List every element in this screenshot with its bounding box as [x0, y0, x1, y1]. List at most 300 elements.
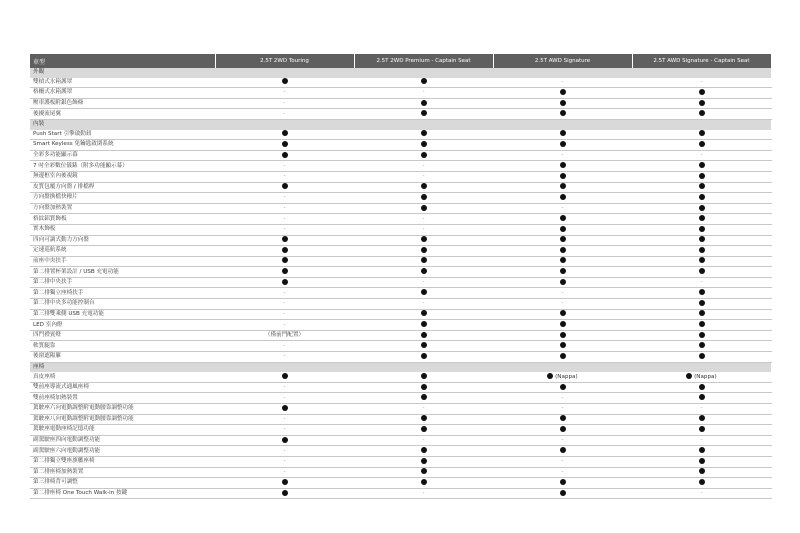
feature-cell: [354, 214, 493, 225]
feature-cell: [215, 130, 354, 140]
table-row: [30, 214, 771, 225]
not-available-mark: -: [561, 394, 564, 401]
feature-cell: [493, 256, 632, 267]
feature-label: 後窗遮陽簾: [30, 352, 215, 363]
cell-note: (Nappa): [692, 373, 717, 380]
feature-cell: [632, 214, 771, 225]
feature-cell: [354, 171, 493, 182]
standard-dot-icon: [421, 236, 427, 242]
feature-cell: [632, 109, 771, 120]
feature-cell: [632, 435, 771, 446]
standard-dot-icon: [421, 141, 427, 147]
standard-dot-icon: [421, 257, 427, 263]
feature-cell: [215, 267, 354, 278]
feature-cell: [493, 130, 632, 140]
feature-cell: [493, 467, 632, 478]
table-row: [30, 277, 771, 288]
standard-dot-icon: [421, 194, 427, 200]
table-row: [30, 488, 771, 499]
standard-dot-icon: [421, 332, 427, 338]
not-available-mark: -: [283, 226, 286, 233]
standard-dot-icon: [282, 257, 288, 263]
standard-dot-icon: [560, 141, 566, 147]
feature-cell: [215, 288, 354, 299]
feature-label: 第二排座椅加熱裝置: [30, 467, 215, 478]
section-header-row: [30, 362, 771, 372]
feature-cell: [632, 140, 771, 151]
table-row: [30, 182, 771, 193]
feature-cell: [354, 267, 493, 278]
not-available-mark: -: [422, 405, 425, 412]
standard-dot-icon: [699, 162, 705, 168]
not-available-mark: -: [700, 78, 703, 85]
feature-cell: [354, 352, 493, 363]
feature-cell: [215, 320, 354, 331]
table-row: [30, 404, 771, 415]
standard-dot-icon: [282, 247, 288, 253]
standard-dot-icon: [699, 257, 705, 263]
standard-dot-icon: [282, 236, 288, 242]
feature-cell: [493, 341, 632, 352]
feature-cell: [632, 320, 771, 331]
standard-dot-icon: [699, 141, 705, 147]
feature-cell: [632, 88, 771, 99]
standard-dot-icon: [560, 490, 566, 496]
feature-cell: [215, 140, 354, 151]
not-available-mark: -: [283, 353, 286, 360]
table-row: [30, 161, 771, 172]
not-available-mark: -: [283, 310, 286, 317]
feature-cell: [215, 478, 354, 489]
not-available-mark: -: [700, 490, 703, 497]
feature-label: 副駕駛座六向電動調整功能: [30, 446, 215, 457]
table-row: [30, 78, 771, 88]
model-label-header: 車型: [30, 54, 215, 68]
standard-dot-icon: [699, 100, 705, 106]
standard-dot-icon: [699, 236, 705, 242]
standard-dot-icon: [699, 310, 705, 316]
feature-label: 雙前座椅加熱裝置: [30, 393, 215, 404]
feature-cell: [493, 299, 632, 310]
table-row: [30, 320, 771, 331]
feature-label: Push Start 引擎啟動鈕: [30, 130, 215, 140]
table-row: [30, 140, 771, 151]
feature-cell: [493, 203, 632, 214]
standard-dot-icon: [699, 268, 705, 274]
standard-dot-icon: [699, 447, 705, 453]
standard-dot-icon: [699, 130, 705, 136]
standard-dot-icon: [560, 384, 566, 390]
feature-label: 7 吋全彩數位儀錶（附多功能顯示幕）: [30, 161, 215, 172]
standard-dot-icon: [560, 310, 566, 316]
standard-dot-icon: [560, 353, 566, 359]
standard-dot-icon: [560, 183, 566, 189]
standard-dot-icon: [699, 205, 705, 211]
feature-cell: [354, 88, 493, 99]
not-available-mark: -: [283, 300, 286, 307]
feature-label: 第二排置杯架設計 / USB 充電功能: [30, 267, 215, 278]
not-available-mark: -: [700, 405, 703, 412]
feature-label: LED 室內燈: [30, 320, 215, 331]
standard-dot-icon: [421, 152, 427, 158]
feature-cell: [354, 277, 493, 288]
standard-dot-icon: [699, 110, 705, 116]
section-header-row: [30, 119, 771, 129]
standard-dot-icon: [560, 226, 566, 232]
feature-cell: [493, 414, 632, 425]
feature-cell: [354, 435, 493, 446]
feature-cell: [354, 488, 493, 499]
feature-cell: [354, 140, 493, 151]
feature-cell: [493, 171, 632, 182]
feature-cell: [215, 171, 354, 182]
feature-cell: [632, 98, 771, 109]
feature-cell: [354, 98, 493, 109]
feature-cell: [215, 277, 354, 288]
not-available-mark: -: [561, 437, 564, 444]
model-header: 2.5T AWD Signature: [493, 54, 632, 68]
standard-dot-icon: [560, 321, 566, 327]
not-available-mark: -: [561, 152, 564, 159]
table-row: [30, 224, 771, 235]
feature-label: 雙前座導流式通風座椅: [30, 382, 215, 393]
feature-cell: [632, 425, 771, 436]
standard-dot-icon: [699, 394, 705, 400]
not-available-mark: -: [283, 384, 286, 391]
feature-cell: [215, 224, 354, 235]
section-title: 外觀: [30, 68, 771, 78]
feature-cell: [632, 372, 771, 382]
feature-cell: [215, 393, 354, 404]
not-available-mark: -: [561, 468, 564, 475]
feature-cell: [215, 372, 354, 382]
feature-cell: [632, 456, 771, 467]
feature-cell: [215, 78, 354, 88]
feature-cell: [354, 456, 493, 467]
table-row: [30, 246, 771, 257]
feature-cell: [493, 446, 632, 457]
feature-cell: [215, 341, 354, 352]
feature-cell: [632, 341, 771, 352]
feature-label: 副駕駛座四向電動調整功能: [30, 435, 215, 446]
standard-dot-icon: [699, 89, 705, 95]
standard-dot-icon: [699, 384, 705, 390]
standard-dot-icon: [421, 130, 427, 136]
feature-cell: [632, 193, 771, 204]
feature-cell: [493, 277, 632, 288]
feature-cell: [632, 352, 771, 363]
not-available-mark: -: [422, 437, 425, 444]
feature-cell: [215, 309, 354, 320]
feature-cell: [215, 330, 354, 341]
feature-cell: [632, 382, 771, 393]
feature-cell: [493, 404, 632, 415]
table-row: [30, 109, 771, 120]
feature-cell: [215, 299, 354, 310]
feature-cell: [632, 267, 771, 278]
not-available-mark: -: [422, 215, 425, 222]
feature-cell: [354, 130, 493, 140]
feature-cell: [493, 88, 632, 99]
model-header: 2.5T 2WD Touring: [215, 54, 354, 68]
standard-dot-icon: [282, 268, 288, 274]
feature-cell: [493, 235, 632, 246]
feature-cell: [493, 246, 632, 257]
cell-note: （僅前門配置）: [264, 332, 305, 339]
standard-dot-icon: [421, 353, 427, 359]
feature-label: Smart Keyless 免鑰匙啟閉系統: [30, 140, 215, 151]
feature-label: 壓車護板附銀色飾條: [30, 98, 215, 109]
feature-cell: [632, 467, 771, 478]
feature-label: 前座中央扶手: [30, 256, 215, 267]
not-available-mark: -: [283, 468, 286, 475]
standard-dot-icon: [421, 110, 427, 116]
not-available-mark: -: [700, 279, 703, 286]
standard-dot-icon: [560, 257, 566, 263]
feature-cell: [215, 435, 354, 446]
not-available-mark: -: [422, 226, 425, 233]
feature-cell: [632, 299, 771, 310]
standard-dot-icon: [421, 447, 427, 453]
standard-dot-icon: [560, 110, 566, 116]
feature-label: 真皮座椅: [30, 372, 215, 382]
feature-cell: [493, 109, 632, 120]
standard-dot-icon: [560, 268, 566, 274]
feature-cell: [632, 446, 771, 457]
feature-cell: [354, 382, 493, 393]
table-row: [30, 235, 771, 246]
standard-dot-icon: [282, 141, 288, 147]
standard-dot-icon: [421, 310, 427, 316]
not-available-mark: -: [422, 300, 425, 307]
model-header: 2.5T AWD Signature - Captain Seat: [632, 54, 771, 68]
not-available-mark: -: [561, 458, 564, 465]
feature-cell: [632, 224, 771, 235]
table-row: [30, 288, 771, 299]
feature-label: 後擾流尾翼: [30, 109, 215, 120]
feature-cell: [215, 235, 354, 246]
standard-dot-icon: [560, 447, 566, 453]
cell-note: (Nappa): [553, 373, 578, 380]
feature-label: 第二排獨立雙座旗艦座椅: [30, 456, 215, 467]
table-header: [30, 54, 771, 68]
standard-dot-icon: [421, 342, 427, 348]
feature-label: 駕駛座電動座椅記憶功能: [30, 425, 215, 436]
feature-cell: [215, 150, 354, 161]
feature-label: 全彩多功能顯示幕: [30, 150, 215, 161]
standard-dot-icon: [282, 490, 288, 496]
standard-dot-icon: [421, 426, 427, 432]
feature-cell: [215, 161, 354, 172]
feature-cell: [215, 88, 354, 99]
model-header: 2.5T 2WD Premium - Captain Seat: [354, 54, 493, 68]
feature-label: 格紋鋁質飾板: [30, 214, 215, 225]
feature-cell: [493, 193, 632, 204]
standard-dot-icon: [560, 332, 566, 338]
standard-dot-icon: [421, 247, 427, 253]
feature-cell: [215, 256, 354, 267]
feature-label: 雙槓式水箱護罩: [30, 78, 215, 88]
feature-cell: [354, 299, 493, 310]
standard-dot-icon: [421, 183, 427, 189]
not-available-mark: -: [283, 173, 286, 180]
standard-dot-icon: [699, 247, 705, 253]
feature-cell: [493, 372, 632, 382]
not-available-mark: -: [422, 490, 425, 497]
not-available-mark: -: [283, 205, 286, 212]
table-row: [30, 193, 771, 204]
section-title: 內裝: [30, 119, 771, 129]
standard-dot-icon: [560, 236, 566, 242]
standard-dot-icon: [699, 183, 705, 189]
not-available-mark: -: [283, 89, 286, 96]
standard-dot-icon: [421, 321, 427, 327]
standard-dot-icon: [699, 332, 705, 338]
feature-cell: [493, 309, 632, 320]
standard-dot-icon: [560, 194, 566, 200]
feature-cell: [632, 150, 771, 161]
feature-cell: [632, 203, 771, 214]
standard-dot-icon: [560, 215, 566, 221]
feature-label: 第二排中央扶手: [30, 277, 215, 288]
feature-cell: [354, 161, 493, 172]
feature-cell: [632, 309, 771, 320]
not-available-mark: -: [283, 215, 286, 222]
feature-label: 駕駛座六向電動調整附電動腰靠調整功能: [30, 404, 215, 415]
standard-dot-icon: [699, 289, 705, 295]
standard-dot-icon: [282, 373, 288, 379]
not-available-mark: -: [283, 447, 286, 454]
not-available-mark: -: [283, 194, 286, 201]
not-available-mark: -: [283, 394, 286, 401]
feature-cell: [493, 478, 632, 489]
feature-cell: [354, 150, 493, 161]
feature-cell: [215, 98, 354, 109]
feature-cell: [354, 372, 493, 382]
feature-cell: [354, 78, 493, 88]
feature-label: 四門禮賓燈: [30, 330, 215, 341]
feature-cell: [354, 246, 493, 257]
feature-cell: [215, 467, 354, 478]
standard-dot-icon: [699, 215, 705, 221]
table-row: [30, 425, 771, 436]
not-available-mark: -: [283, 100, 286, 107]
standard-dot-icon: [421, 268, 427, 274]
feature-cell: [493, 456, 632, 467]
not-available-mark: -: [283, 458, 286, 465]
feature-cell: [354, 393, 493, 404]
standard-dot-icon: [421, 205, 427, 211]
feature-cell: [493, 425, 632, 436]
table-row: [30, 130, 771, 140]
feature-cell: [354, 446, 493, 457]
feature-cell: [493, 182, 632, 193]
feature-cell: [632, 488, 771, 499]
feature-cell: [215, 446, 354, 457]
table-row: [30, 393, 771, 404]
table-row: [30, 171, 771, 182]
feature-cell: [493, 161, 632, 172]
standard-dot-icon: [560, 279, 566, 285]
standard-dot-icon: [560, 247, 566, 253]
feature-cell: [354, 478, 493, 489]
feature-cell: [354, 182, 493, 193]
table-row: [30, 352, 771, 363]
standard-dot-icon: [560, 130, 566, 136]
standard-dot-icon: [699, 426, 705, 432]
feature-cell: [215, 203, 354, 214]
feature-cell: [493, 488, 632, 499]
table-row: [30, 88, 771, 99]
standard-dot-icon: [699, 415, 705, 421]
feature-label: 第二排座椅 One Touch Walk-in 按鍵: [30, 488, 215, 499]
standard-dot-icon: [560, 426, 566, 432]
feature-cell: [493, 330, 632, 341]
feature-label: 皮質包覆方向盤 / 排檔桿: [30, 182, 215, 193]
feature-cell: [354, 414, 493, 425]
standard-dot-icon: [421, 468, 427, 474]
feature-cell: [354, 341, 493, 352]
feature-cell: [493, 214, 632, 225]
feature-cell: [632, 393, 771, 404]
not-available-mark: -: [561, 289, 564, 296]
standard-dot-icon: [421, 289, 427, 295]
feature-cell: [354, 203, 493, 214]
feature-cell: [632, 171, 771, 182]
feature-cell: [215, 456, 354, 467]
standard-dot-icon: [421, 373, 427, 379]
feature-cell: [354, 467, 493, 478]
feature-cell: [493, 78, 632, 88]
table-row: [30, 478, 771, 489]
feature-label: 實木飾板: [30, 224, 215, 235]
feature-cell: [215, 425, 354, 436]
not-available-mark: -: [422, 162, 425, 169]
feature-cell: [632, 78, 771, 88]
standard-dot-icon: [421, 100, 427, 106]
feature-cell: [493, 98, 632, 109]
standard-dot-icon: [282, 183, 288, 189]
feature-cell: [632, 182, 771, 193]
table-row: [30, 341, 771, 352]
not-available-mark: -: [283, 415, 286, 422]
standard-dot-icon: [560, 162, 566, 168]
table-row: [30, 150, 771, 161]
not-available-mark: -: [283, 342, 286, 349]
feature-label: 駕駛座八向電動調整附電動腰靠調整功能: [30, 414, 215, 425]
not-available-mark: -: [561, 300, 564, 307]
spec-sheet: [30, 54, 771, 499]
standard-dot-icon: [560, 479, 566, 485]
table-row: [30, 256, 771, 267]
feature-cell: [354, 320, 493, 331]
not-available-mark: -: [561, 78, 564, 85]
table-row: [30, 467, 771, 478]
not-available-mark: -: [700, 152, 703, 159]
table-row: [30, 435, 771, 446]
not-available-mark: -: [422, 89, 425, 96]
standard-dot-icon: [282, 78, 288, 84]
feature-cell: [632, 235, 771, 246]
feature-cell: [215, 214, 354, 225]
feature-cell: [632, 161, 771, 172]
feature-cell: [493, 224, 632, 235]
standard-dot-icon: [421, 479, 427, 485]
table-row: [30, 330, 771, 341]
feature-cell: [215, 182, 354, 193]
feature-cell: [493, 267, 632, 278]
feature-cell: [215, 382, 354, 393]
